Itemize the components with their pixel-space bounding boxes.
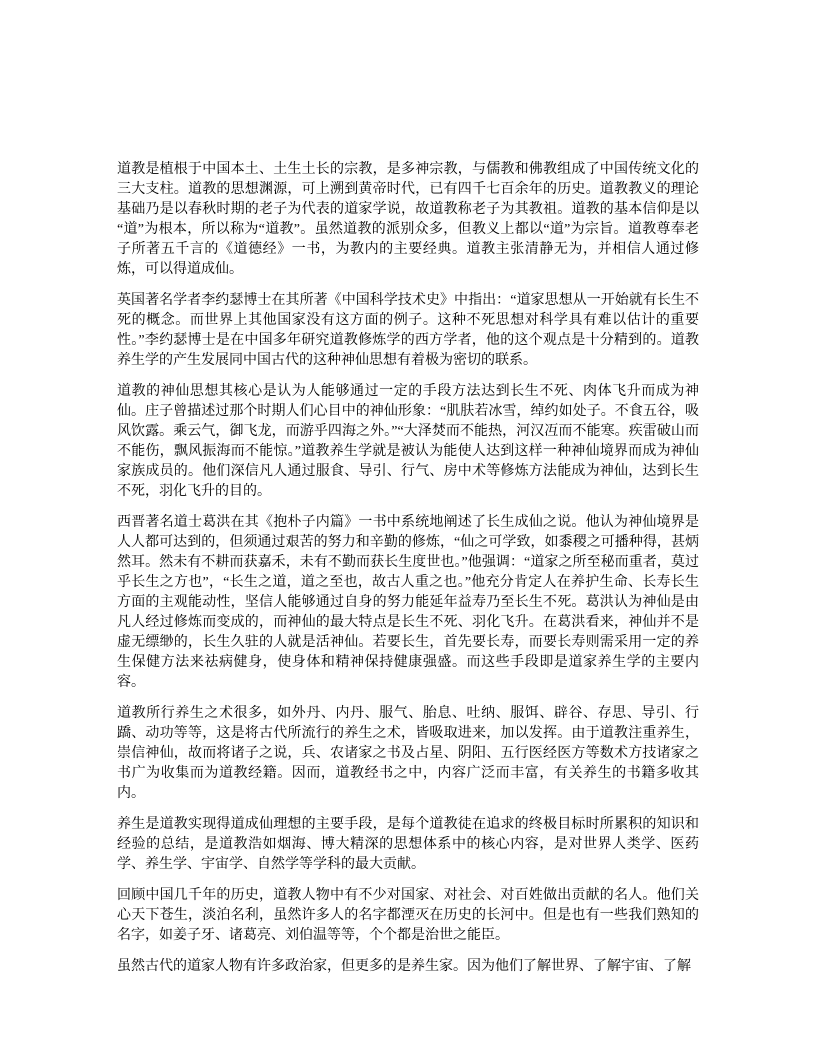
paragraph-gehong-baopuzi: 西晋著名道士葛洪在其《抱朴子内篇》一书中系统地阐述了长生成仙之说。他认为神仙境界是人人都可达到的，但须通过艰苦的努力和辛勤的修炼，“仙之可学致，如黍稷之可播种得，甚炳然耳。然未有不耕而获嘉禾，未有不勤而获长生度世也。”他强调：“道家之所至秘而重者，莫过乎长生之方也”，“长生之道，道之至也，故古人重之也。”他充分肯定人在养护生命、长寿长生方面的主观能动性，坚信人能够通过自身的努力能延年益寿乃至长生不死。葛洪认为神仙是由凡人经过修炼而变成的，而神仙的最大特点是长生不死、羽化飞升。在葛洪看来，神仙并不是虚无缥缈的，长生久驻的人就是活神仙。若要长生，首先要长寿，而要长寿则需采用一定的养生保健方法来祛病健身，使身体和精神保持健康强盛。而这些手段即是道家养生学的主要内容。 [117, 515, 699, 690]
paragraph-needham-quote: 英国著名学者李约瑟博士在其所著《中国科学技术史》中指出：“道家思想从一开始就有长生不死的概念。而世界上其他国家没有这方面的例子。这种不死思想对科学具有难以估计的重要性。”李约瑟博士是在中国多年研究道教修炼学的西方学者，他的这个观点是十分精到的。道教养生学的产生发展同中国古代的这种神仙思想有着极为密切的联系。 [117, 293, 699, 368]
document-body [117, 160, 699, 988]
paragraph-politicians-vs-yangsheng: 虽然古代的道家人物有许多政治家，但更多的是养生家。因为他们了解世界、了解宇宙、了解 [117, 959, 691, 974]
paragraph-yangsheng-methods: 道教所行养生之术很多，如外丹、内丹、服气、胎息、吐纳、服饵、辟谷、存思、导引、行蹻、动功等等，这是将古代所流行的养生之术，皆吸取进来，加以发挥。由于道教注重养生，崇信神仙，故而将诸子之说，兵、农诸家之书及占星、阴阳、五行医经医方等数术方技诸家之书广为收集而为道教经籍。因而，道教经书之中，内容广泛而丰富，有关养生的书籍多收其内。 [117, 706, 699, 801]
paragraph-yangsheng-significance: 养生是道教实现得道成仙理想的主要手段，是每个道教徒在追求的终极目标时所累积的知识和经验的总结，是道教浩如烟海、博大精深的思想体系中的核心内容，是对世界人类学、医药学、养生学、宇宙学、自然学等学科的最大贡献。 [117, 817, 699, 872]
paragraph-immortality-thought: 道教的神仙思想其核心是认为人能够通过一定的手段方法达到长生不死、肉体飞升而成为神仙。庄子曾描述过那个时期人们心目中的神仙形象：“肌肤若冰雪，绰约如处子。不食五谷，吸风饮露。乘云气，御飞龙，而游乎四海之外。”“大泽焚而不能热，河汉冱而不能寒。疾雷破山而不能伤，飘风振海而不能惊。”道教养生学就是被认为能使人达到这样一种神仙境界而成为神仙家族成员的。他们深信凡人通过服食、导引、行气、房中术等修炼方法能成为神仙，达到长生不死，羽化飞升的目的。 [117, 384, 699, 499]
paragraph-historical-figures: 回顾中国几千年的历史，道教人物中有不少对国家、对社会、对百姓做出贡献的名人。他们关心天下苍生，淡泊名利，虽然许多人的名字都湮灭在历史的长河中。但是也有一些我们熟知的名字，如姜子牙、诸葛亮、刘伯温等等，个个都是治世之能臣。 [117, 888, 699, 943]
paragraph-taoism-intro: 道教是植根于中国本土、土生土长的宗教，是多神宗教，与儒教和佛教组成了中国传统文化的三大支柱。道教的思想渊源，可上溯到黄帝时代，已有四千七百余年的历史。道教教义的理论基础乃是以春秋时期的老子为代表的道家学说，故道教称老子为其教祖。道教的基本信仰是以“道”为根本，所以称为“道教”。虽然道教的派别众多，但教义上都以“道”为宗旨。道教尊奉老子所著五千言的《道德经》一书，为教内的主要经典。道教主张清静无为，并相信人通过修炼，可以得道成仙。 [117, 162, 699, 277]
